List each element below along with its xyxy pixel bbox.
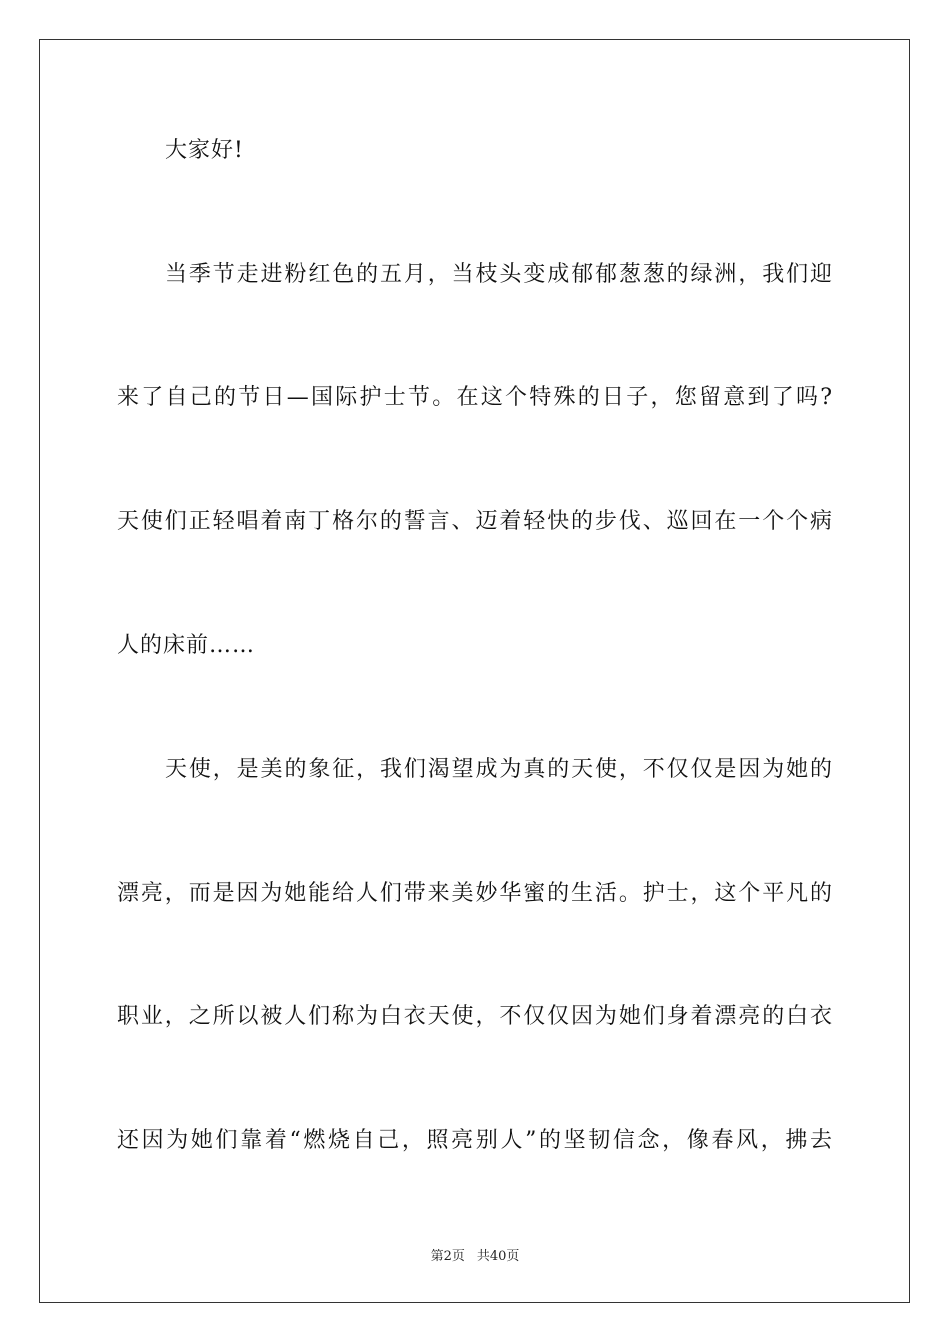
paragraph-line: 漂亮，而是因为她能给人们带来美妙华蜜的生活。护士，这个平凡的: [117, 881, 833, 906]
paragraph-line: 来了自己的节日—国际护士节。在这个特殊的日子，您留意到了吗?: [117, 385, 833, 410]
paragraph-line: 人的床前……: [117, 633, 256, 658]
greeting-line: 大家好!: [165, 138, 244, 163]
page-border: [39, 39, 910, 1303]
page-number: 第2页: [430, 1249, 465, 1264]
paragraph-line: 天使，是美的象征，我们渴望成为真的天使，不仅仅是因为她的: [165, 757, 833, 782]
paragraph-line: 天使们正轻唱着南丁格尔的誓言、迈着轻快的步伐、巡回在一个个病: [117, 509, 833, 534]
page-footer: [0, 1248, 950, 1266]
page-total: 共40页: [476, 1249, 520, 1264]
paragraph-line: 当季节走进粉红色的五月，当枝头变成郁郁葱葱的绿洲，我们迎: [165, 262, 833, 287]
paragraph-line: 职业，之所以被人们称为白衣天使，不仅仅因为她们身着漂亮的白衣: [117, 1004, 833, 1029]
paragraph-line: 还因为她们靠着“燃烧自己，照亮别人”的坚韧信念，像春风，拂去: [117, 1128, 833, 1153]
